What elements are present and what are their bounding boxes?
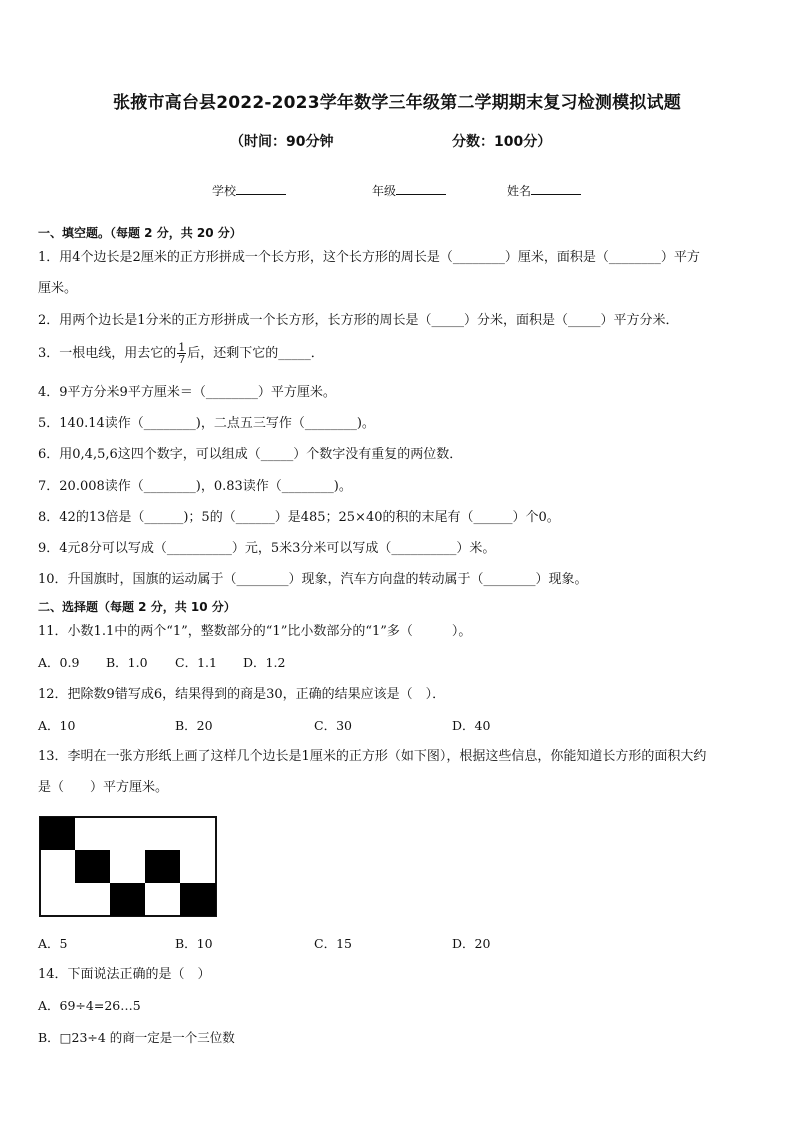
q12-option-b[interactable]: B．20 — [175, 718, 213, 733]
exam-score: 分数：100分） — [452, 134, 552, 150]
black-square — [75, 850, 110, 883]
black-square — [40, 817, 75, 850]
q14-option-b[interactable]: B．□23÷4 的商一定是一个三位数 — [38, 1030, 235, 1045]
student-info — [0, 182, 794, 202]
q13-option-c[interactable]: C．15 — [314, 936, 352, 951]
question-12: 12．把除数9错写成6，结果得到的商是30，正确的结果应该是（ ）． — [38, 687, 446, 702]
question-3-text-after: 后，还剩下它的_____． — [187, 346, 324, 361]
school-field[interactable] — [212, 182, 286, 199]
name-label: 姓名 — [507, 184, 532, 198]
q12-option-c[interactable]: C．30 — [314, 718, 352, 733]
question-7: 7．20.008读作（________)，0.83读作（________)。 — [38, 479, 352, 494]
question-1-line-1: 1．用4个边长是2厘米的正方形拼成一个长方形，这个长方形的周长是（________）厘米，面积是（________）平方 — [38, 250, 700, 265]
fraction-one-seventh — [177, 342, 186, 365]
q11-option-a[interactable]: A．0.9 — [38, 655, 80, 670]
q11-option-b[interactable]: B．1.0 — [106, 655, 148, 670]
grade-label: 年级 — [372, 184, 397, 198]
black-square — [110, 883, 145, 916]
question-8: 8．42的13倍是（______)；5的（______）是485；25×40的积的末尾有（______）个0。 — [38, 510, 560, 525]
section-heading-fill-in: 一、填空题。（每题 2 分，共 20 分） — [38, 226, 242, 240]
fraction-numerator: 1 — [178, 341, 186, 354]
question-14: 14．下面说法正确的是（ ） — [38, 967, 211, 982]
q13-option-b[interactable]: B．10 — [175, 936, 213, 951]
black-square — [180, 883, 216, 916]
question-2: 2．用两个边长是1分米的正方形拼成一个长方形，长方形的周长是（_____）分米，面积是（_____）平方分米． — [38, 313, 679, 328]
question-6: 6．用0,4,5,6这四个数字，可以组成（_____）个数字没有重复的两位数． — [38, 447, 463, 462]
question-10: 10．升国旗时，国旗的运动属于（________）现象，汽车方向盘的转动属于（________）现象。 — [38, 572, 588, 587]
question-9: 9．4元8分可以写成（__________）元，5米3分米可以写成（__________）米。 — [38, 541, 496, 556]
rectangle-squares-figure — [39, 816, 218, 918]
q14-option-a[interactable]: A．69÷4=26…5 — [38, 998, 141, 1013]
question-1-line-2: 厘米。 — [38, 281, 78, 296]
school-label: 学校 — [212, 184, 237, 198]
section-heading-choice: 二、选择题（每题 2 分，共 10 分） — [38, 600, 236, 614]
exam-meta — [0, 131, 794, 151]
q11-option-d[interactable]: D．1.2 — [243, 655, 286, 670]
page-title: 张掖市高台县2022-2023学年数学三年级第二学期期末复习检测模拟试题 — [113, 93, 681, 113]
question-13-line-1: 13．李明在一张方形纸上画了这样几个边长是1厘米的正方形（如下图），根据这些信息，你能知道长方形的面积大约 — [38, 749, 707, 764]
question-3 — [38, 342, 324, 365]
exam-time: （时间：90分钟 — [230, 134, 334, 150]
q13-option-d[interactable]: D．20 — [452, 936, 491, 951]
q12-option-d[interactable]: D．40 — [452, 718, 491, 733]
q13-option-a[interactable]: A．5 — [38, 936, 68, 951]
q11-option-c[interactable]: C．1.1 — [175, 655, 217, 670]
black-square — [145, 850, 180, 883]
question-13-line-2: 是（ ）平方厘米。 — [38, 780, 169, 795]
question-5: 5．140.14读作（________)，二点五三写作（________)。 — [38, 416, 375, 431]
grade-field[interactable] — [372, 182, 446, 199]
question-4: 4．9平方分米9平方厘米＝（________）平方厘米。 — [38, 385, 336, 400]
question-3-text-before: 3．一根电线，用去它的 — [38, 346, 177, 361]
name-blank[interactable] — [531, 182, 581, 195]
fraction-denominator: 7 — [178, 353, 186, 366]
name-field[interactable] — [507, 182, 581, 199]
school-blank[interactable] — [236, 182, 286, 195]
q12-option-a[interactable]: A．10 — [38, 718, 76, 733]
grade-blank[interactable] — [396, 182, 446, 195]
question-11: 11．小数1.1中的两个“1”，整数部分的“1”比小数部分的“1”多（ ）。 — [38, 624, 472, 639]
